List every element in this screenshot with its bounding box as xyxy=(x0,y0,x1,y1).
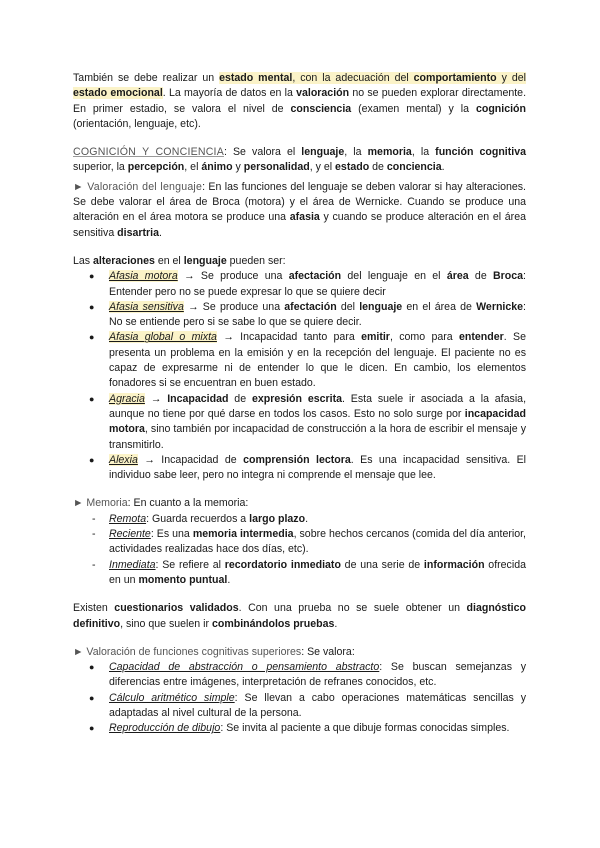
bold-term: momento puntual xyxy=(138,573,228,586)
text: . xyxy=(305,512,309,525)
dash-icon: - xyxy=(92,558,96,571)
text: . xyxy=(158,226,162,239)
document-page xyxy=(73,71,526,737)
bullet-icon: ● xyxy=(89,332,95,343)
text: , la xyxy=(411,146,436,159)
memoria-paragraph xyxy=(73,496,526,511)
text: , sino también por incapacidad de construcción a la hora de escribir el mensaje y transmitirlo. xyxy=(109,423,526,451)
term-remota: Remota xyxy=(109,512,147,525)
bold-term: comprensión lectora xyxy=(243,453,351,466)
text: : Se valora el xyxy=(223,146,302,159)
text: de xyxy=(468,270,494,283)
list-item xyxy=(73,512,526,527)
intro-paragraph xyxy=(73,71,526,132)
bullet-icon: ● xyxy=(89,454,95,465)
bold-term: Broca xyxy=(493,270,524,283)
dash-icon: - xyxy=(92,528,96,541)
term-afasia-motora: Afasia motora xyxy=(109,270,178,283)
bold-term: Wernicke xyxy=(476,300,524,313)
section-title-funciones: ► Valoración de funciones cognitivas superiores xyxy=(73,645,302,658)
lenguaje-paragraph xyxy=(73,180,526,241)
term-agracia: Agracia xyxy=(109,392,145,405)
bold-term: afasia xyxy=(289,211,320,224)
term-inmediata: Inmediata xyxy=(109,558,156,571)
text: . Se presenta un problema en la emisión y en la recepción del lenguaje. El paciente no es capaz de expresarme ni de entender lo que le dicen. En cambio, los elementos fonadores si se encuentran en buen estado. xyxy=(109,331,526,390)
text: : Guarda recuerdos a xyxy=(146,512,250,525)
text: : Se buscan semejanzas y diferencias entre imágenes, interpretación de refranes conocidos, etc. xyxy=(109,661,526,689)
bold-term: cognición xyxy=(475,102,526,115)
text: del xyxy=(336,300,360,313)
bold-term: área xyxy=(446,270,469,283)
term-afasia-global: Afasia global o mixta xyxy=(109,331,217,344)
bold-term: alteraciones xyxy=(93,254,155,267)
term-reproduccion: Reproducción de dibujo xyxy=(109,722,221,735)
bold-term: percepción xyxy=(127,161,185,174)
bold-term: recordatorio inmediato xyxy=(224,558,341,571)
text: , la xyxy=(344,146,368,159)
cognicion-paragraph xyxy=(73,145,526,176)
bold-term: consciencia xyxy=(290,102,352,115)
bold-term: Incapacidad xyxy=(167,392,229,405)
text: : No se entiende pero si se sabe lo que se quiere decir. xyxy=(109,300,526,329)
bold-term: lenguaje xyxy=(183,254,227,267)
text: de xyxy=(228,392,252,405)
section-title-lenguaje: ► Valoración del lenguaje xyxy=(73,180,203,193)
text: y xyxy=(232,161,244,174)
bullet-icon: ● xyxy=(89,393,95,404)
bold-term: cuestionarios validados xyxy=(114,602,239,615)
bold-term: largo plazo xyxy=(249,512,306,525)
term-afasia-sensitiva: Afasia sensitiva xyxy=(109,300,184,313)
text: , y el xyxy=(309,161,336,174)
bold-term: memoria xyxy=(367,146,412,159)
term-alexia: Alexia xyxy=(109,453,138,466)
list-item xyxy=(73,660,526,691)
text: de una serie de xyxy=(340,558,424,571)
bold-term: diagnóstico definitivo xyxy=(73,602,526,630)
highlight-text: , con la adecuación del xyxy=(292,72,414,84)
term-calculo: Cálculo aritmético simple xyxy=(109,691,235,704)
text: . xyxy=(441,161,445,174)
bold-term: conciencia xyxy=(386,161,442,174)
list-item xyxy=(73,691,526,722)
text: → Se produce una xyxy=(183,300,285,313)
bold-term: ánimo xyxy=(201,161,233,174)
highlight-estado-emocional: estado emocional xyxy=(73,87,163,100)
text: pueden ser: xyxy=(226,254,286,267)
list-item xyxy=(73,721,526,736)
bullet-icon: ● xyxy=(89,662,95,673)
bold-term: expresión escrita xyxy=(251,392,342,405)
bold-term: valoración xyxy=(296,87,350,100)
text: . Con una prueba no se suele obtener un xyxy=(238,602,467,615)
text: : Entender pero no se puede expresar lo que se quiere decir xyxy=(109,270,526,298)
text: : Se invita al paciente a que dibuje formas conocidas simples. xyxy=(220,722,510,735)
text: : Se valora: xyxy=(301,645,355,658)
text: . La mayoría de datos en la xyxy=(162,87,297,100)
bold-term: afectación xyxy=(288,270,342,283)
bold-term: memoria intermedia xyxy=(192,528,294,541)
text: : Se refiere al xyxy=(155,558,225,571)
text: . xyxy=(334,617,338,630)
text: (examen mental) y la xyxy=(351,102,476,115)
bold-term: estado xyxy=(335,161,370,174)
list-item xyxy=(73,453,526,484)
funciones-list xyxy=(73,660,526,736)
list-item xyxy=(73,300,526,331)
text: : Se llevan a cabo operaciones matemáticas sencillas y adaptadas al nivel cultural de la persona. xyxy=(109,691,527,719)
list-item xyxy=(73,392,526,453)
bold-term: información xyxy=(423,558,485,571)
text: de xyxy=(369,161,387,174)
text: , sino que suelen ir xyxy=(120,617,212,630)
bold-term: lenguaje xyxy=(301,146,345,159)
text: del lenguaje en el xyxy=(341,270,447,283)
bold-term: función cognitiva xyxy=(435,146,527,159)
text: . Es una incapacidad sensitiva. El individuo sabe leer, pero no integra ni comprende el mensaje que lee. xyxy=(109,453,526,482)
text: en el área de xyxy=(402,300,477,313)
term-abstraccion: Capacidad de abstracción o pensamiento abstracto xyxy=(109,661,380,674)
bold-term: afectación xyxy=(284,300,337,313)
text: ofrecida en un xyxy=(109,558,526,586)
highlight-text: y del xyxy=(496,72,526,84)
bold-term: personalidad xyxy=(243,161,310,174)
text: → Incapacidad de xyxy=(137,453,244,466)
text: : En las funciones del lenguaje se deben valorar si hay alteraciones. Se debe valorar el área de Broca (motora) y el área de Wernicke. Cuando se produce una alteración en el área motora se produce una xyxy=(73,180,526,224)
text: superior, la xyxy=(73,161,128,174)
text: → Se produce una xyxy=(177,270,289,283)
text: , sobre hechos cercanos (comida del día anterior, actividades realizadas hace dos días, etc). xyxy=(109,528,527,556)
bullet-icon: ● xyxy=(89,271,95,282)
bold-term: lenguaje xyxy=(359,300,403,313)
text: y cuando se produce alteración en el área sensitiva xyxy=(73,211,526,239)
text: Existen xyxy=(73,602,115,615)
highlight-estado-mental: estado mental xyxy=(219,72,293,84)
list-item xyxy=(73,330,526,391)
cuestionarios-paragraph xyxy=(73,601,526,632)
list-item xyxy=(73,558,526,589)
section-title-memoria: ► Memoria xyxy=(73,497,128,510)
text: . xyxy=(227,573,231,586)
text: , como para xyxy=(389,331,459,344)
alteraciones-list xyxy=(73,269,526,483)
term-reciente: Reciente xyxy=(109,528,151,541)
alteraciones-paragraph xyxy=(73,254,526,269)
section-title-cognicion: COGNICIÓN Y CONCIENCIA xyxy=(73,146,224,159)
text: , el xyxy=(184,161,202,174)
text: → xyxy=(144,392,168,405)
memoria-list xyxy=(73,512,526,588)
bold-term: emitir xyxy=(361,331,390,344)
bold-term: incapacidad motora xyxy=(109,407,526,436)
bold-term: disartria xyxy=(117,226,159,239)
text: Las xyxy=(73,254,94,267)
bold-term: entender xyxy=(459,331,504,344)
dash-icon: - xyxy=(92,512,96,525)
text: : En cuanto a la memoria: xyxy=(127,497,249,510)
highlight-comportamiento: comportamiento xyxy=(413,72,497,84)
text: no se pueden explorar directamente. En primer estadio, se valora el nivel de xyxy=(73,87,527,115)
bullet-icon: ● xyxy=(89,692,95,703)
text: : Es una xyxy=(150,528,193,541)
text: (orientación, lenguaje, etc). xyxy=(73,117,201,130)
list-item xyxy=(73,269,526,300)
bullet-icon: ● xyxy=(89,723,95,734)
text: en el xyxy=(154,254,184,267)
text: También se debe realizar un xyxy=(73,72,220,84)
list-item xyxy=(73,527,526,558)
text: → Incapacidad tanto para xyxy=(216,331,362,344)
bullet-icon: ● xyxy=(89,301,95,312)
text: . Esta suele ir asociada a la afasia, aunque no tiene por qué darse en todos los casos. Esto no solo surge por xyxy=(109,392,527,420)
funciones-paragraph xyxy=(73,645,526,660)
bold-term: combinándolos pruebas xyxy=(211,617,335,630)
